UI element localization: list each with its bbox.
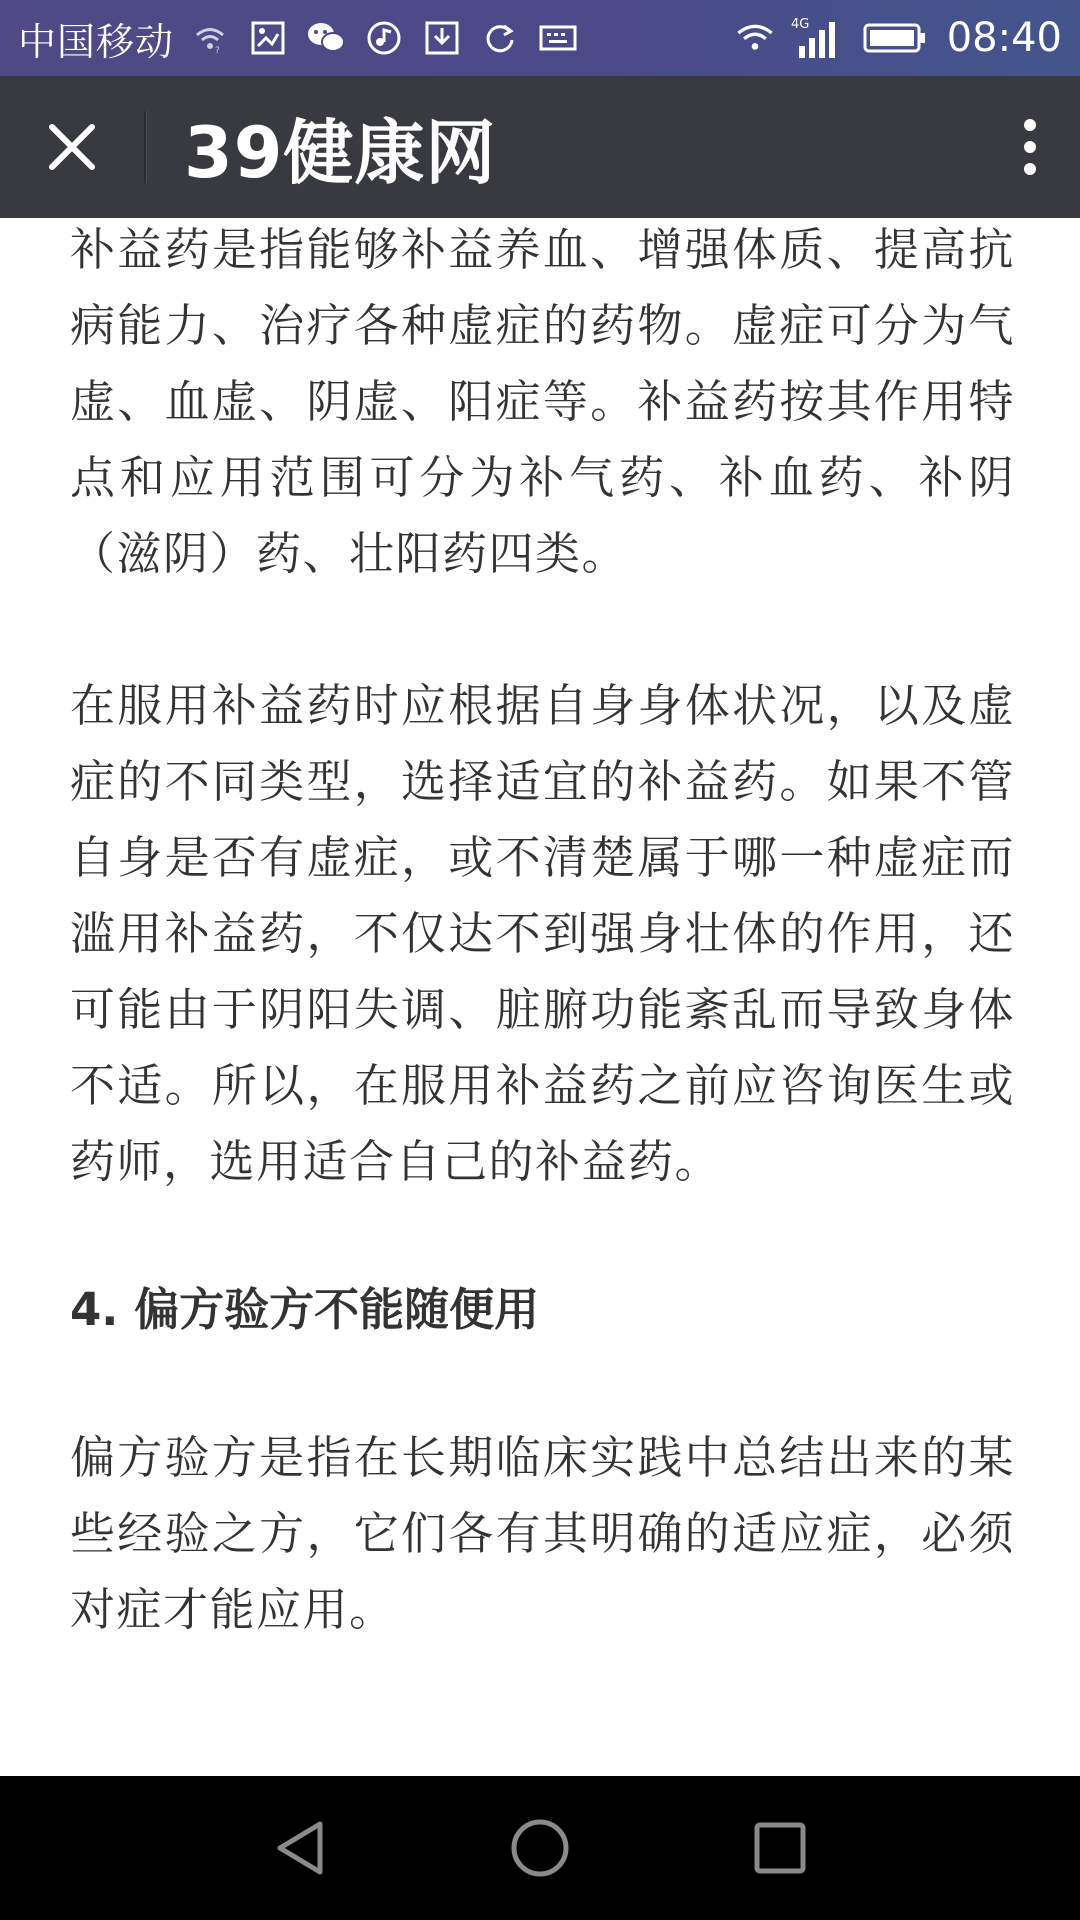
more-options-button[interactable]	[980, 76, 1080, 218]
music-icon	[364, 18, 404, 58]
article-paragraph-2: 在服用补益药时应根据自身身体状况，以及虚症的不同类型，选择适宜的补益药。如果不管自身是否有虚症，或不清楚属于哪一种虚症而滥用补益药，不仅达不到强身壮体的作用，还可能由于阴阳失调、脏腑功能紊乱而导致身体不适。所以，在服用补益药之前应咨询医生或药师，选用适合自己的补益药。	[70, 679, 1015, 1188]
article-content[interactable]	[70, 218, 1015, 1776]
section-heading: 4. 偏方验方不能随便用	[70, 1283, 540, 1336]
clock: 08:40	[946, 15, 1062, 61]
close-icon	[46, 121, 98, 173]
wifi-icon	[735, 18, 775, 58]
system-status	[735, 15, 1062, 61]
keyboard-icon	[538, 18, 578, 58]
article-paragraph-1: 补益药是指能够补益养血、增强体质、提高抗病能力、治疗各种虚症的药物。虚症可分为气虚、血虚、阴虚、阳症等。补益药按其作用特点和应用范围可分为补气药、补血药、补阴（滋阴）药、壮阳药四类。	[70, 223, 1015, 580]
wifi-signal-icon	[190, 18, 230, 58]
back-button[interactable]	[240, 1788, 360, 1908]
cellular-signal-icon	[789, 18, 849, 58]
recents-icon	[752, 1820, 808, 1876]
battery-icon	[863, 18, 927, 58]
home-icon	[508, 1816, 572, 1880]
gallery-icon	[248, 18, 288, 58]
navigation-bar	[0, 1776, 1080, 1920]
more-vert-icon	[1022, 117, 1038, 177]
network-type-label: 4G	[790, 17, 810, 32]
page-title: 39健康网	[184, 111, 497, 194]
back-icon	[272, 1818, 328, 1878]
wechat-icon	[306, 18, 346, 58]
app-bar	[0, 76, 1080, 218]
carrier-label: 中国移动	[18, 19, 175, 64]
svg-text:?: ?	[215, 46, 220, 55]
home-button[interactable]	[480, 1788, 600, 1908]
notification-icons	[190, 18, 578, 58]
close-button[interactable]	[0, 76, 144, 218]
status-bar	[0, 0, 1080, 76]
download-icon	[422, 18, 462, 58]
sync-icon	[480, 18, 520, 58]
recents-button[interactable]	[720, 1788, 840, 1908]
app-bar-divider	[144, 111, 146, 183]
article-paragraph-3: 偏方验方是指在长期临床实践中总结出来的某些经验之方，它们各有其明确的适应症，必须对症才能应用。	[70, 1431, 1015, 1636]
